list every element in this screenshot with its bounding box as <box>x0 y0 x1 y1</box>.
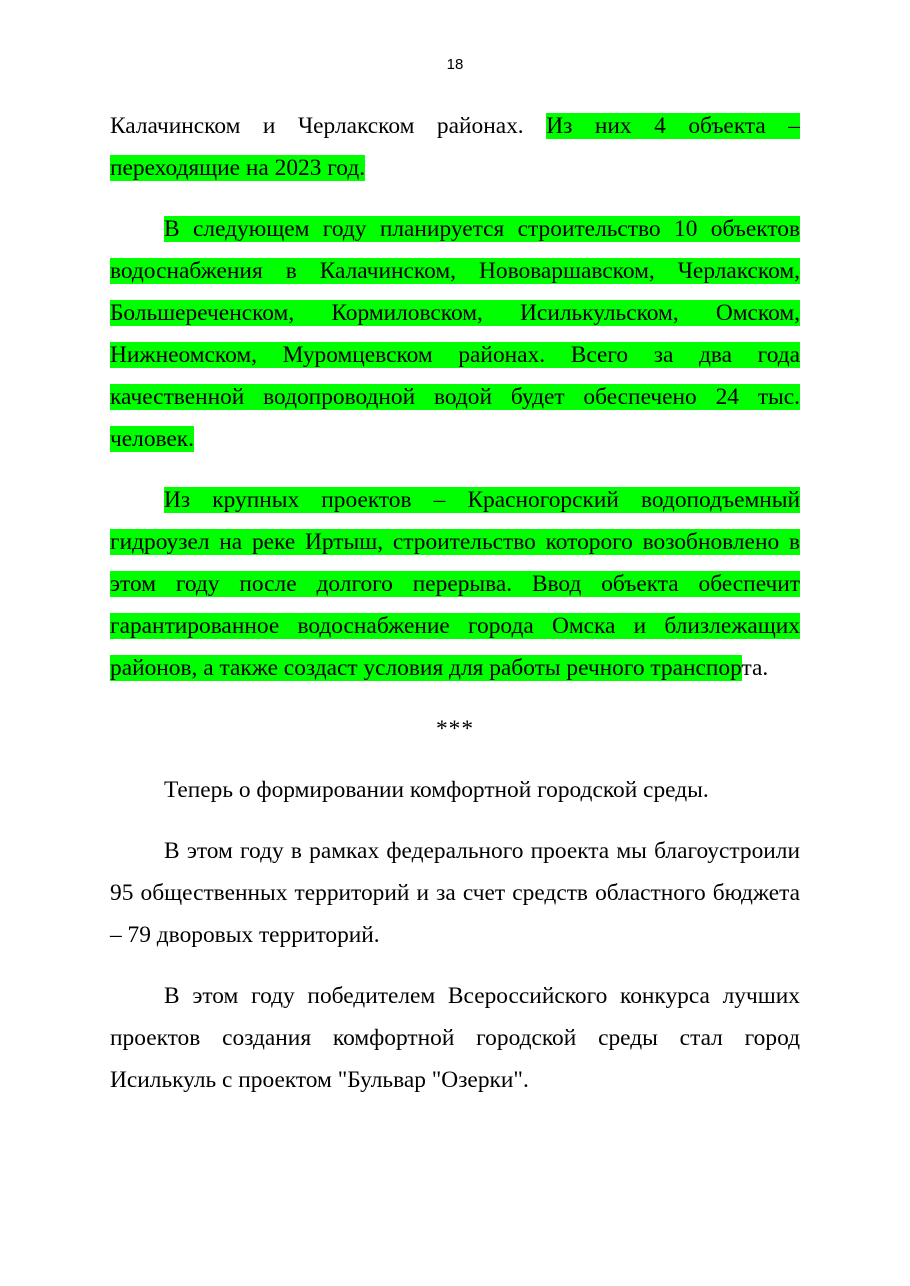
paragraph-1 <box>110 105 800 189</box>
paragraph-3 <box>110 479 800 689</box>
paragraph-3-text: та. <box>741 655 769 681</box>
section-separator: *** <box>435 716 475 742</box>
paragraph-6: В этом году победителем Всероссийского конкурса лучших проектов создания комфортной городской среды стал город Исилькуль с проектом "Бульвар "Озерки". <box>110 983 800 1093</box>
paragraph-4: Теперь о формировании комфортной городской среды. <box>164 777 709 803</box>
paragraph-1-text: Калачинском и Черлакском районах. <box>110 113 547 139</box>
paragraph-2 <box>110 208 800 460</box>
page-number: 18 <box>446 56 464 73</box>
paragraph-2-highlight: В следующем году планируется строительство 10 объектов водоснабжения в Калачинском, Нововаршавском, Черлакском, Большереченском, Кормиловском, Исилькульском, Омском, Нижнеомском, Муромцевском районах. Всего за два года качественной водопроводной водой будет обеспечено 24 тыс. человек. <box>110 216 800 452</box>
paragraph-5: В этом году в рамках федерального проекта мы благоустроили 95 общественных территорий и за счет средств областного бюджета – 79 дворовых территорий. <box>110 838 800 948</box>
paragraph-3-highlight: Из крупных проектов – Красногорский водоподъемный гидроузел на реке Иртыш, строительство которого возобновлено в этом году после долгого перерыва. Ввод объекта обеспечит гарантированное водоснабжение города Омска и близлежащих районов, а также создаст условия для работы речного транспор <box>110 487 800 681</box>
document-body <box>110 105 800 1120</box>
paragraph-1-highlight: Из них 4 объекта – переходящие на 2023 год. <box>110 113 800 181</box>
